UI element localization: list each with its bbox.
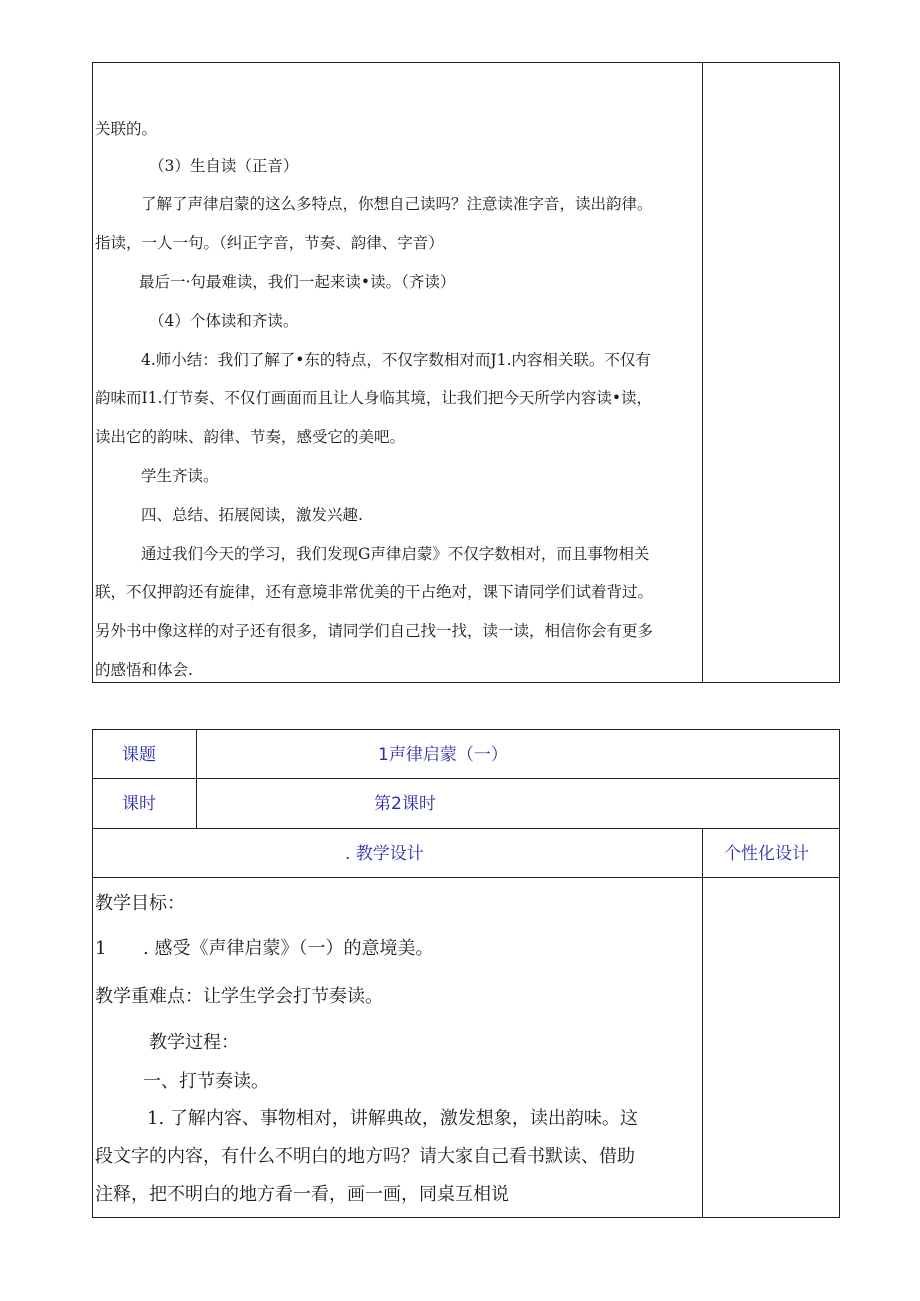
text-line: 注释，把不明白的地方看一看，画一画，同桌互相说 bbox=[95, 1184, 509, 1205]
continuation-content-cell bbox=[93, 63, 702, 682]
objectives-heading: 教学目标： bbox=[95, 893, 185, 914]
text-line: 另外书中像这样的对子还有很多，请同学们自己找一找，读一读，相信你会有更多 bbox=[95, 622, 654, 640]
text-line: 读出它的韵味、韵律、节奏，感受它的美吧。 bbox=[95, 428, 406, 446]
objective-text: . 感受《声律启蒙》（一）的意境美。 bbox=[143, 938, 434, 959]
text-line: 联，不仅押韵还有旋律，还有意境非常优美的干占绝对，课下请同学们试着背过。 bbox=[95, 583, 654, 601]
text-line: 段文字的内容，有什么不明白的地方吗？请大家自己看书默读、借助 bbox=[95, 1146, 635, 1167]
text-line: （3）生自读（正音） bbox=[149, 157, 299, 175]
topic-value: 1声律启蒙（一） bbox=[378, 745, 508, 765]
text-line: 学生齐读。 bbox=[141, 467, 219, 485]
column-divider bbox=[702, 828, 703, 1217]
lesson-table bbox=[92, 729, 840, 1218]
column-divider bbox=[702, 63, 703, 682]
text-line: 指读，一人一句。（纠正字音，节奏、韵律、字音） bbox=[95, 234, 444, 252]
column-divider bbox=[196, 730, 197, 828]
text-line: 关联的。 bbox=[95, 120, 158, 138]
design-header: . 教学设计 bbox=[345, 844, 424, 864]
text-line: 最后一·句最难读，我们一起来读•读。（齐读） bbox=[139, 273, 456, 291]
topic-label: 课题 bbox=[122, 745, 156, 765]
period-value: 第2课时 bbox=[374, 794, 436, 814]
text-line: 通过我们今天的学习，我们发现G声律启蒙》不仅字数相对，而且事物相关 bbox=[141, 545, 650, 563]
text-line: 4.师小结：我们了解了•东的特点，不仅字数相对而J1.内容相关联。不仅有 bbox=[141, 351, 651, 369]
step-heading: 一、打节奏读。 bbox=[143, 1071, 269, 1092]
text-line: 了解了声律启蒙的这么多特点，你想自己读吗？注意读准字音，读出韵律。 bbox=[141, 195, 653, 213]
personal-header: 个性化设计 bbox=[724, 844, 809, 864]
process-heading: 教学过程： bbox=[149, 1032, 239, 1053]
period-label: 课时 bbox=[122, 794, 156, 814]
row-divider bbox=[93, 877, 839, 878]
text-line: 韵味而I1.仃节奏、不仅仃画面而且让人身临其境，让我们把今天所学内容读•读， bbox=[95, 389, 653, 407]
text-line: 的感悟和体会. bbox=[95, 661, 193, 679]
text-line: 四、总结、拓展阅读，激发兴趣. bbox=[141, 506, 363, 524]
row-divider bbox=[93, 778, 839, 779]
key-points: 教学重难点：让学生学会打节奏读。 bbox=[95, 986, 383, 1007]
text-line: 1. 了解内容、事物相对，讲解典故，激发想象，读出韵味。这 bbox=[147, 1108, 638, 1129]
objective-number: 1 bbox=[95, 938, 107, 959]
text-line: （4）个体读和齐读。 bbox=[149, 312, 299, 330]
row-divider bbox=[93, 828, 839, 829]
continuation-table bbox=[92, 62, 840, 683]
